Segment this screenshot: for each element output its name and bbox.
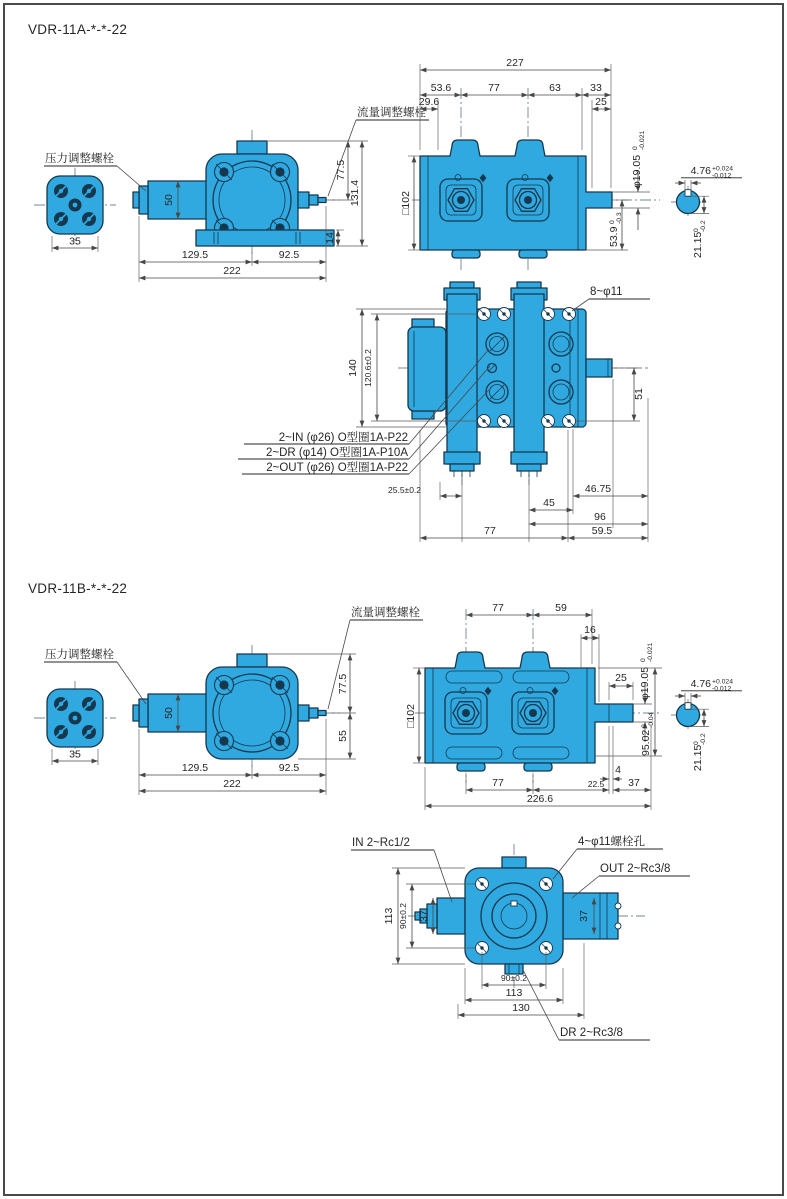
a-dim-35: 35 xyxy=(69,235,81,248)
a-dim-50: 50 xyxy=(163,194,175,206)
a-dim-77: 77 xyxy=(488,82,500,94)
svg-text:0: 0 xyxy=(632,146,639,150)
a-dim-33: 33 xyxy=(590,82,602,94)
b-dim-129-5: 129.5 xyxy=(181,762,209,774)
svg-text:0: 0 xyxy=(640,658,647,662)
b-dim-4: 4 xyxy=(615,764,621,776)
b-dim-50: 50 xyxy=(163,707,175,719)
b-dim-90-bottom: 90±0.2 xyxy=(501,973,527,983)
svg-text:95.02: 95.02 xyxy=(640,729,652,756)
b-dim-77-5: 77.5 xyxy=(337,673,349,695)
b-dim-key-width xyxy=(681,678,742,692)
b-end-view xyxy=(34,681,116,765)
a-dim-77-bottom: 77 xyxy=(484,525,496,537)
b-label-bolt-holes: 4~φ11螺栓孔 xyxy=(578,836,646,848)
b-dim-37-left: 37 xyxy=(418,910,430,922)
a-dim-21-15 xyxy=(692,220,707,258)
b-dim-21-15 xyxy=(692,733,707,771)
b-dim-shaft-dia xyxy=(639,643,654,700)
a-dim-key-width xyxy=(681,165,742,179)
a-shaft-detail xyxy=(671,165,742,258)
a-dim-29-6: 29.6 xyxy=(418,96,440,108)
b-dim-59: 59 xyxy=(555,602,567,614)
b-dim-90: 90±0.2 xyxy=(398,903,408,929)
b-dim-95-02 xyxy=(640,712,655,756)
svg-text:0: 0 xyxy=(641,724,648,728)
a-dim-59-5: 59.5 xyxy=(591,525,613,537)
a-dim-140: 140 xyxy=(347,359,359,377)
svg-text:-0.3: -0.3 xyxy=(616,212,623,224)
a-dim-45: 45 xyxy=(543,497,555,509)
b-dim-113-bottom: 113 xyxy=(505,987,523,999)
svg-text:0: 0 xyxy=(693,228,700,232)
a-dim-63: 63 xyxy=(549,82,561,94)
a-dim-25-5: 25.5±0.2 xyxy=(388,485,422,495)
svg-text:-0.04: -0.04 xyxy=(648,712,655,728)
section-a-title: VDR-11A-*-*-22 xyxy=(28,22,128,37)
b-label-dr: DR 2~Rc3/8 xyxy=(560,1027,623,1039)
b-label-out: OUT 2~Rc3/8 xyxy=(600,863,671,875)
svg-text:-0.2: -0.2 xyxy=(700,733,707,745)
a-label-in: 2~IN (φ26) O型圈1A-P22 xyxy=(278,432,408,444)
b-label-flow-adjust: 流量调整螺栓 xyxy=(351,607,420,619)
a-dim-222: 222 xyxy=(223,265,241,277)
a-dim-77-5: 77.5 xyxy=(335,159,347,181)
a-dim-14: 14 xyxy=(324,232,336,244)
a-label-flow-adjust: 流量调整螺栓 xyxy=(357,107,426,119)
svg-text:53.9: 53.9 xyxy=(608,226,620,247)
b-dim-77: 77 xyxy=(492,602,504,614)
svg-text:0: 0 xyxy=(693,741,700,745)
svg-text:φ19.05: φ19.05 xyxy=(639,666,651,700)
a-label-pressure-adjust: 压力调整螺栓 xyxy=(45,153,114,165)
b-dim-22-5: 22.5 xyxy=(587,779,605,789)
a-front-view xyxy=(400,57,660,270)
b-dim-77-bottom: 77 xyxy=(492,777,504,789)
section-b-title: VDR-11B-*-*-22 xyxy=(28,581,128,596)
svg-text:4.76: 4.76 xyxy=(690,165,711,177)
b-label-in: IN 2~Rc1/2 xyxy=(352,837,410,849)
b-dim-226-6: 226.6 xyxy=(526,793,554,805)
a-dim-53-9 xyxy=(608,212,623,247)
a-label-dr: 2~DR (φ14) O型圈1A-P10A xyxy=(266,447,408,459)
svg-text:21.15: 21.15 xyxy=(692,231,704,258)
a-label-out: 2~OUT (φ26) O型圈1A-P22 xyxy=(266,462,408,474)
a-end-view xyxy=(34,168,116,252)
a-dim-129-5: 129.5 xyxy=(181,249,209,261)
a-dim-227: 227 xyxy=(506,57,524,69)
b-dim-55: 55 xyxy=(337,730,349,742)
svg-text:0: 0 xyxy=(609,220,616,224)
b-dim-113: 113 xyxy=(383,907,395,925)
svg-text:+0.024: +0.024 xyxy=(712,678,733,686)
a-dim-131-4: 131.4 xyxy=(349,179,361,207)
b-dim-92-5: 92.5 xyxy=(278,762,300,774)
svg-text:-0.012: -0.012 xyxy=(712,685,732,693)
b-dim-37-right: 37 xyxy=(578,910,590,922)
a-dim-shaft-dia xyxy=(631,131,646,188)
a-dim-120-6: 120.6±0.2 xyxy=(363,349,373,387)
a-dim-sq102: □102 xyxy=(400,191,412,215)
svg-text:21.15: 21.15 xyxy=(692,744,704,771)
svg-text:φ19.05: φ19.05 xyxy=(631,154,643,188)
b-dim-25: 25 xyxy=(615,672,627,684)
b-dim-222: 222 xyxy=(223,778,241,790)
page-border xyxy=(4,4,783,1195)
a-bottom-view xyxy=(238,282,650,542)
a-dim-51: 51 xyxy=(633,388,645,400)
b-dim-sq102: □102 xyxy=(405,704,417,728)
b-dim-130: 130 xyxy=(512,1002,530,1014)
b-front-view xyxy=(405,602,662,810)
a-dim-53-6: 53.6 xyxy=(430,82,452,94)
a-dim-46-75: 46.75 xyxy=(584,483,612,495)
a-dim-92-5: 92.5 xyxy=(278,249,300,261)
a-label-bolt-holes: 8~φ11 xyxy=(590,286,623,298)
svg-text:-0.021: -0.021 xyxy=(647,642,654,662)
b-dim-35: 35 xyxy=(69,748,81,761)
a-mounting-foot xyxy=(196,230,334,246)
svg-text:+0.024: +0.024 xyxy=(712,165,733,173)
b-shaft-detail xyxy=(671,678,742,771)
svg-text:-0.2: -0.2 xyxy=(700,220,707,232)
a-dim-96: 96 xyxy=(594,511,606,523)
svg-text:-0.021: -0.021 xyxy=(639,130,646,150)
b-flange-view xyxy=(351,834,690,1040)
svg-text:-0.012: -0.012 xyxy=(712,172,732,180)
svg-text:4.76: 4.76 xyxy=(690,678,711,690)
b-label-pressure-adjust: 压力调整螺栓 xyxy=(45,649,114,661)
a-dim-25: 25 xyxy=(595,96,607,108)
b-dim-37: 37 xyxy=(628,777,640,789)
b-dim-16: 16 xyxy=(584,624,596,636)
